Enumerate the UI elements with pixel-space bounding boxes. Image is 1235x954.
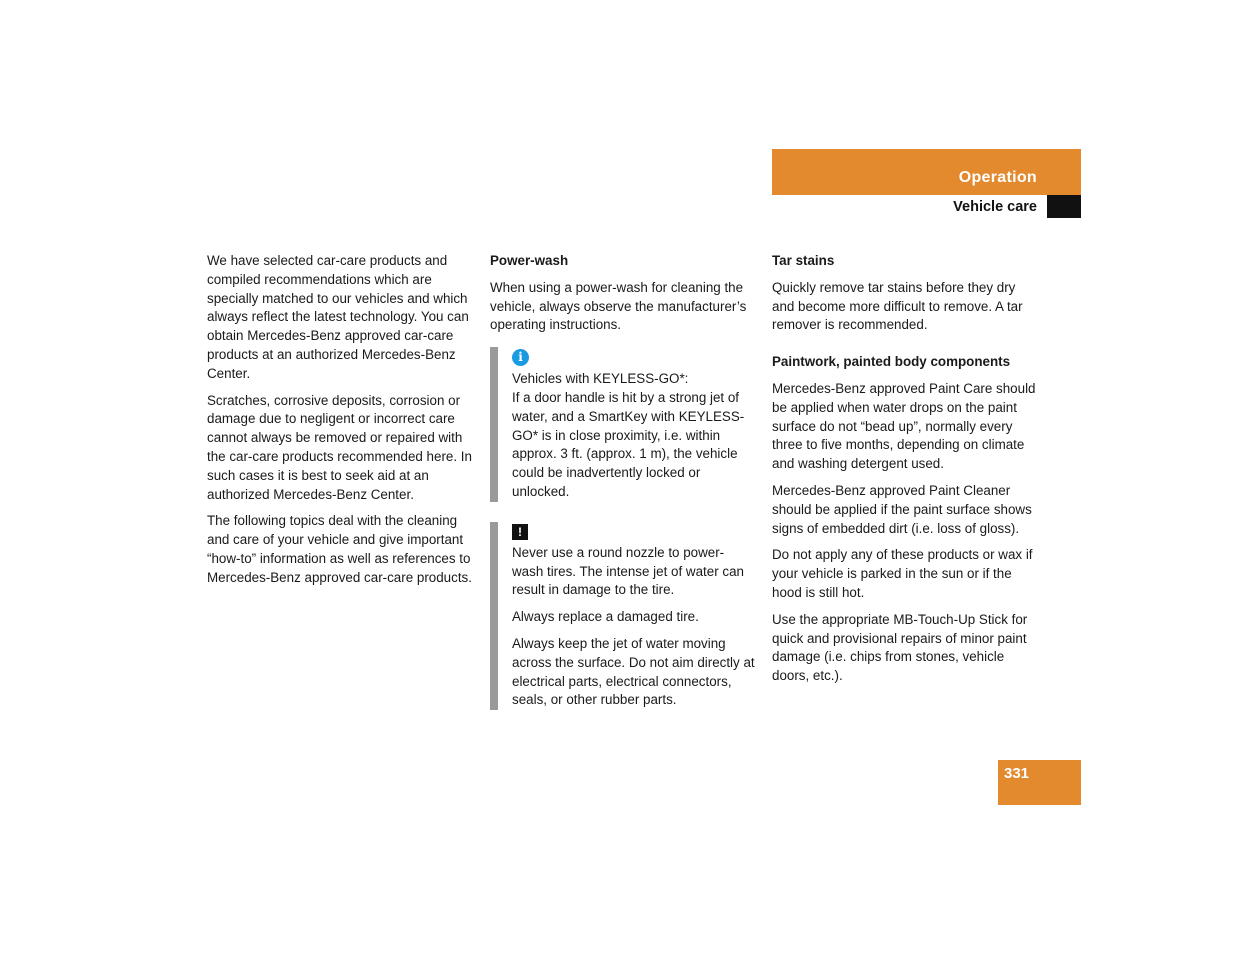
page-number-tab xyxy=(998,760,1081,805)
tar-stains-text: Quickly remove tar stains before they dry and become more difficult to remove. A tar remover is recommended. xyxy=(772,279,1023,333)
section-title: Operation xyxy=(958,169,1037,186)
intro-paragraph: We have selected car-care products and compiled recommendations which are specially matched to our vehicles and which always reflect the latest technology. You can obtain Mercedes-Benz approved car-care products at an authorized Mercedes-Benz Center. xyxy=(207,253,469,381)
warning-paragraph: Always keep the jet of water moving across the surface. Do not aim directly at electrical parts, electrical connectors, seals, or other rubber parts. xyxy=(512,635,755,708)
subsection-title: Vehicle care xyxy=(953,199,1037,215)
info-icon: i xyxy=(512,349,529,366)
section-header-bar xyxy=(772,149,1081,195)
paintwork-paragraph: Use the appropriate MB-Touch-Up Stick for quick and provisional repairs of minor paint damage (i.e. chips from stones, vehicle doors, etc.). xyxy=(772,611,1028,684)
warning-paragraph: Always replace a damaged tire. xyxy=(512,609,699,625)
column-intro xyxy=(207,252,475,596)
intro-paragraph: Scratches, corrosive deposits, corrosion or damage due to negligent or incorrect care cannot always be removed or repaired with the car-care products recommended here. In such cases it is best to seek aid at an authorized Mercedes-Benz Center. xyxy=(207,392,472,502)
paintwork-paragraph: Do not apply any of these products or wax if your vehicle is parked in the sun or if the hood is still hot. xyxy=(772,547,1033,600)
paintwork-paragraph: Mercedes-Benz approved Paint Care should be applied when water drops on the paint surface do not “bead up”, normally every three to five months, depending on climate and washing detergent used. xyxy=(772,380,1036,472)
warning-paragraph: Never use a round nozzle to power-wash tires. The intense jet of water can result in damage to the tire. xyxy=(512,544,744,598)
info-note-text: If a door handle is hit by a strong jet of water, and a SmartKey with KEYLESS-GO* is in close proximity, i.e. within approx. 3 ft. (approx. 1 m), the vehicle could be inadvertently locked or unlocked. xyxy=(512,389,745,499)
info-note-title: Vehicles with KEYLESS-GO*: xyxy=(512,371,689,387)
page-number: 331 xyxy=(1004,765,1030,782)
paintwork-paragraph: Mercedes-Benz approved Paint Cleaner should be applied if the paint surface shows signs of embedded dirt (i.e. loss of gloss). xyxy=(772,482,1032,536)
tar-stains-heading: Tar stains xyxy=(772,253,835,268)
warning-note xyxy=(490,522,755,710)
warning-icon: ! xyxy=(512,524,528,540)
column-power-wash xyxy=(490,252,755,730)
column-paint xyxy=(772,252,1040,694)
power-wash-heading: Power-wash xyxy=(490,253,569,268)
info-note xyxy=(490,347,755,502)
power-wash-intro: When using a power-wash for cleaning the vehicle, always observe the manufacturer’s operating instructions. xyxy=(490,279,747,333)
intro-paragraph: The following topics deal with the cleaning and care of your vehicle and give important “how-to” information as well as references to Mercedes-Benz approved car-care products. xyxy=(207,513,472,585)
paintwork-heading: Paintwork, painted body components xyxy=(772,354,1011,370)
subsection-marker xyxy=(1047,195,1081,218)
